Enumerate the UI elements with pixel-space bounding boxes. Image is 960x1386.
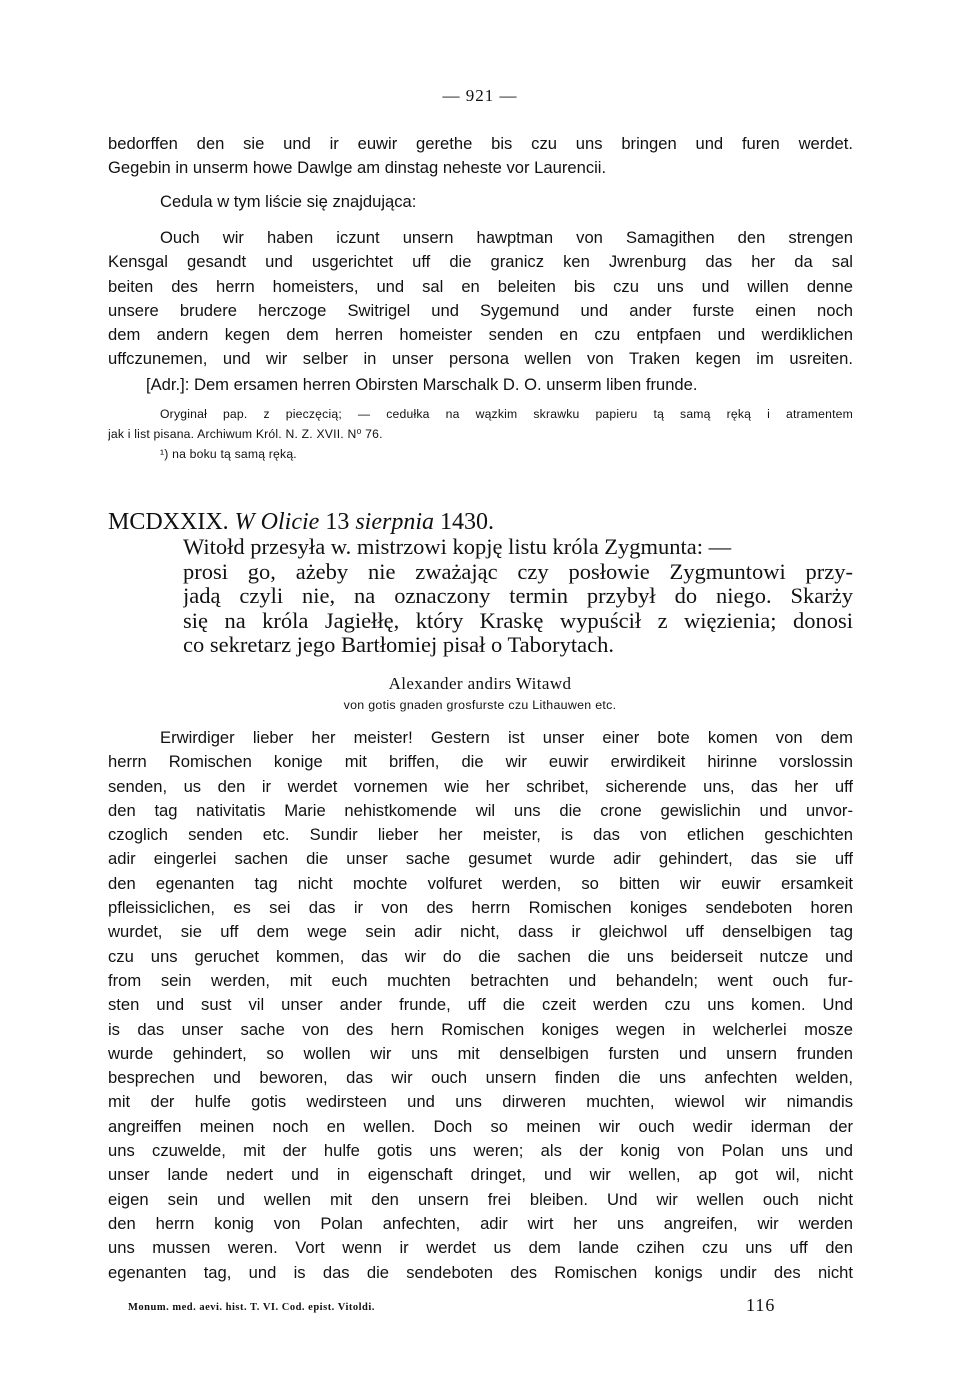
summary-line: się na króla Jagiełłę, który Kraskę wypuścił z więzienia; donosi <box>183 608 853 633</box>
document-day: 13 <box>325 509 350 535</box>
page-number: — 921 — <box>442 86 518 105</box>
text-line: beiten des herrn homeisters, und sal en beleiten bis czu uns und willen denne <box>108 276 853 296</box>
footnote: ¹) na boku tą samą ręką. <box>160 447 297 461</box>
letter-body <box>108 726 853 1285</box>
document-place: W Olicie <box>234 509 320 535</box>
document-summary <box>183 535 853 658</box>
text-line: uns mussen weren. Vort wenn ir werdet us dem lande czihen czu uns uff den <box>108 1238 853 1258</box>
text-line: czoglich senden etc. Sundir lieber her meister, is das von etlichen geschichten <box>108 825 853 845</box>
text-line: pfleissiclichen, es sei das ir von des herrn Romischen koniges sendeboten horen <box>108 898 853 918</box>
previous-letter-ending <box>108 132 853 181</box>
text-line: Gegebin in unserm howe Dawlge am dinstag neheste vor Laurencii. <box>108 158 607 178</box>
text-line: Ouch wir haben iczunt unsern hawptman von Samagithen den strengen <box>160 228 853 247</box>
document-number: MCDXXIX. <box>108 509 229 535</box>
text-line: is das unser sache von des hern Romischen koniges wegen in welcherlei mosze <box>108 1019 853 1039</box>
note-line: Oryginał pap. z pieczęcią; — cedułka na wązkim skrawku papieru tą samą ręką i atramentem <box>160 407 853 421</box>
cedula-text <box>108 226 853 372</box>
source-note <box>108 404 853 464</box>
footer-signature: 116 <box>746 1295 776 1315</box>
text-line: unser lande nedert und in eigenschaft dringet, und wir wellen, ap got wil, nicht <box>108 1165 853 1185</box>
text-line: dem andern kegen dem herren homeister senden en czu entpfaen und werdiklichen <box>108 325 853 345</box>
text-line: unsere brudere herczoge Switrigel und Sygemund und ander furste einen noch <box>108 300 853 320</box>
document-year: 1430. <box>439 509 494 535</box>
text-line: herrn Romischen konige mit briffen, die wir euwir erwirdikeit hirinne vorslossin <box>108 752 853 772</box>
text-line: sten und sust vil unser ander frunde, uff die czeit werden czu uns komen. Und <box>108 995 853 1015</box>
summary-line: co sekretarz jego Bartłomiej pisał o Taborytach. <box>183 633 614 658</box>
text-line: eigen sein und wellen mit den unsern frei bleiben. Und wir wellen ouch nicht <box>108 1189 853 1209</box>
sender-title: von gotis gnaden grosfurste czu Lithauwen etc. <box>343 698 617 712</box>
text-line: angreiffen meinen noch en wellen. Doch so meinen wir ouch wedir iderman der <box>108 1116 853 1136</box>
text-line: czu uns geruchet kommen, das wir do die sachen die uns beiderseit nutcze und <box>108 946 853 966</box>
text-line: senden, us den ir werdet vornemen wie her schribet, sicherende uns, das her uff <box>108 776 853 796</box>
text-line: adir eingerlei sachen die unser sache gesumet wurde adir gehindert, das sie uff <box>108 849 853 869</box>
text-line: wurde gehindert, so wollen wir uns mit denselbigen fursten und unsern frunden <box>108 1043 853 1063</box>
text-line: den herrn konig von Polan anfechten, adir wirt her uns angreifen, wir werden <box>108 1213 853 1233</box>
text-line: uffczunemen, und wir selber in unser persona wellen von Traken kegen im usreiten. <box>108 349 853 369</box>
text-line: wurdet, sie uff dem wege sein adir nicht, dass ir gleichwol uff denselbigen tag <box>108 922 853 942</box>
text-line: mit der hulfe gotis wedirsteen und uns dirweren muchten, wiewol wir nimandis <box>108 1092 853 1112</box>
text-line: uns czuwelde, mit der hulfe gotis uns weren; als der konig von Polan uns und <box>108 1141 853 1161</box>
text-line: bedorffen den sie und ir euwir gerethe bis czu uns bringen und furen werdet. <box>108 134 853 153</box>
footer-source: Monum. med. aevi. hist. T. VI. Cod. epist. Vitoldi. <box>128 1302 375 1313</box>
summary-line: Witołd przesyła w. mistrzowi kopję listu króla Zygmunta: — <box>183 535 732 559</box>
summary-line: jadą czyli nie, na oznaczony termin przybył do niego. Skarży <box>183 584 853 609</box>
address-line: [Adr.]: Dem ersamen herren Obirsten Marschalk D. O. unserm liben frunde. <box>146 375 698 394</box>
text-line: den egenanten tag nicht mochte volfuret werden, so bitten wir euwir ersamkeit <box>108 873 853 893</box>
sender-name: Alexander andirs Witawd <box>388 674 572 693</box>
summary-line: prosi go, ażeby nie zważając czy posłowie Zygmuntowi przy- <box>183 559 853 584</box>
text-line: Erwirdiger lieber her meister! Gestern ist unser einer bote komen von dem <box>160 728 853 747</box>
document-month: sierpnia <box>355 509 434 535</box>
text-line: Kensgal gesandt und usgerichtet uff die granicz ken Jwrenburg das her da sal <box>108 252 853 272</box>
text-line: egenanten tag, und is das die sendeboten des Romischen konigs undir des nicht <box>108 1262 853 1282</box>
cedula-intro: Cedula w tym liście się znajdująca: <box>160 192 417 211</box>
text-line: besprechen und beworen, das wir ouch unsern finden die uns anfechten welden, <box>108 1068 853 1088</box>
note-line: jak i list pisana. Archiwum Król. N. Z. XVII. N⁰ 76. <box>108 427 383 441</box>
text-line: from sein werden, mit euch muchten betrachten und behandeln; went ouch fur- <box>108 970 853 990</box>
text-line: den tag nativitatis Marie nehistkomende wil uns die crone gewislichin und unvor- <box>108 800 853 820</box>
document-heading <box>108 508 494 536</box>
